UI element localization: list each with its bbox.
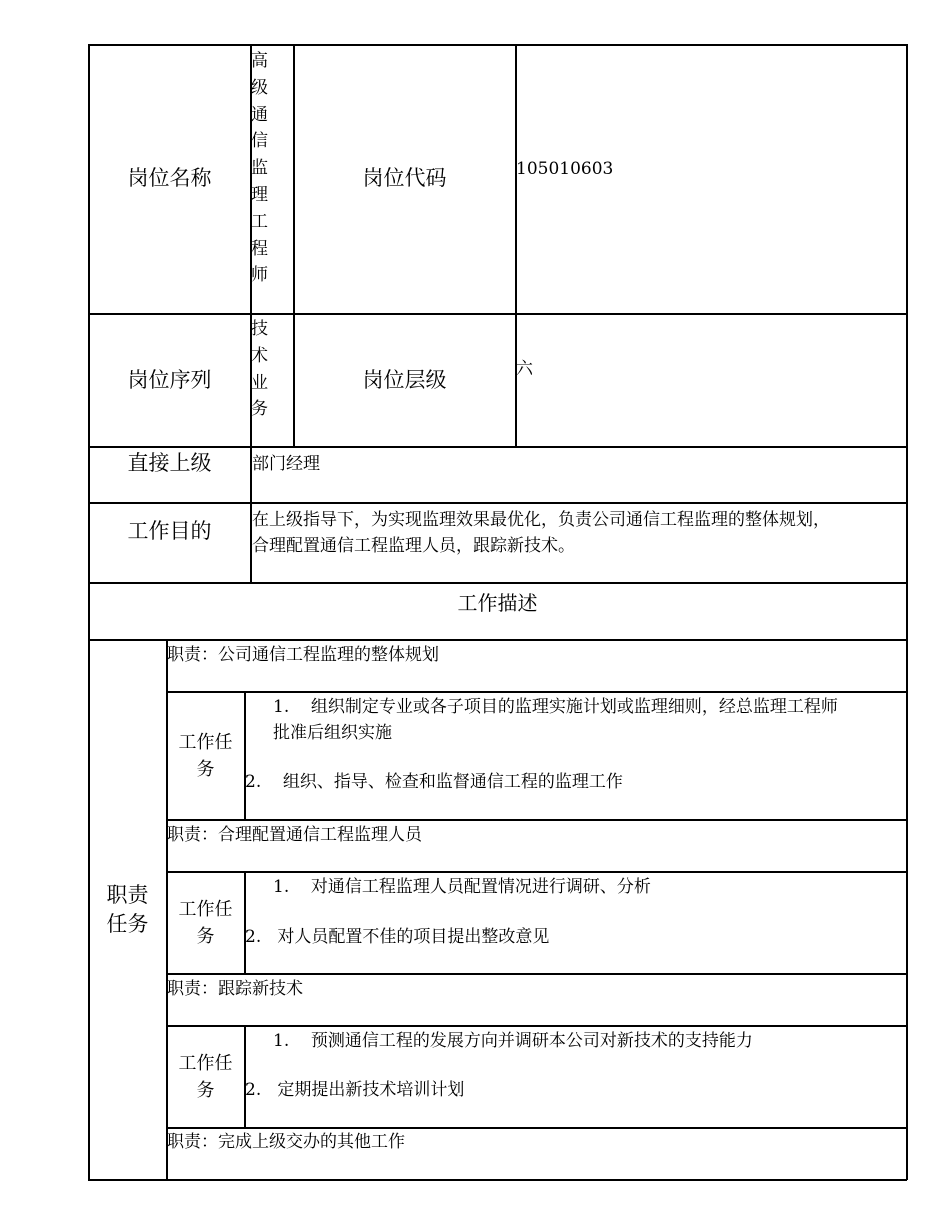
duties-label-text: 职责任务 [106, 882, 149, 936]
task-label-1 [167, 692, 244, 819]
task-label-3 [167, 1026, 244, 1127]
position-name-value: 高级通信监理工程师 [251, 51, 268, 286]
duty-3-task-2: 2. 定期提出新技术培训计划 [245, 1080, 465, 1100]
duty-title-3: 职责：跟踪新技术 [167, 979, 303, 999]
position-level-value: 六 [516, 359, 533, 379]
duties-label [89, 640, 166, 1179]
task-label-text-3: 工作任务 [178, 1052, 233, 1101]
duty-2-task-2: 2. 对人员配置不佳的项目提出整改意见 [245, 927, 550, 947]
direct-superior-value: 部门经理 [252, 454, 320, 474]
position-code-value: 105010603 [516, 159, 614, 179]
work-purpose-line-1: 在上级指导下，为实现监理效果最优化，负责公司通信工程监理的整体规划， [252, 510, 830, 530]
task-label-2 [167, 872, 244, 973]
task-label-text-1: 工作任务 [178, 731, 233, 780]
duty-2-task-1: 1. 对通信工程监理人员配置情况进行调研、分析 [273, 877, 651, 897]
position-series-value: 技术业务 [251, 319, 268, 420]
task-label-text-2: 工作任务 [178, 898, 233, 947]
duty-1-task-1-line-2: 批准后组织实施 [273, 723, 392, 743]
work-purpose-line-2: 合理配置通信工程监理人员，跟踪新技术。 [252, 536, 575, 556]
duty-title-1: 职责：公司通信工程监理的整体规划 [167, 645, 439, 665]
position-name-label: 岗位名称 [127, 166, 212, 191]
duty-title-2: 职责：合理配置通信工程监理人员 [167, 825, 422, 845]
duty-3-task-1: 1. 预测通信工程的发展方向并调研本公司对新技术的支持能力 [273, 1031, 753, 1051]
duty-1-task-2: 2. 组织、指导、检查和监督通信工程的监理工作 [245, 772, 623, 792]
duty-title-4: 职责：完成上级交办的其他工作 [167, 1132, 405, 1152]
position-code-label: 岗位代码 [362, 166, 447, 191]
duty-1-task-1-line-1: 1. 组织制定专业或各子项目的监理实施计划或监理细则，经总监理工程师 [273, 697, 838, 717]
direct-superior-label: 直接上级 [127, 451, 212, 476]
work-purpose-label: 工作目的 [127, 519, 212, 544]
position-level-label: 岗位层级 [362, 367, 447, 392]
work-description-title: 工作描述 [457, 590, 538, 615]
position-series-label: 岗位序列 [127, 367, 212, 392]
